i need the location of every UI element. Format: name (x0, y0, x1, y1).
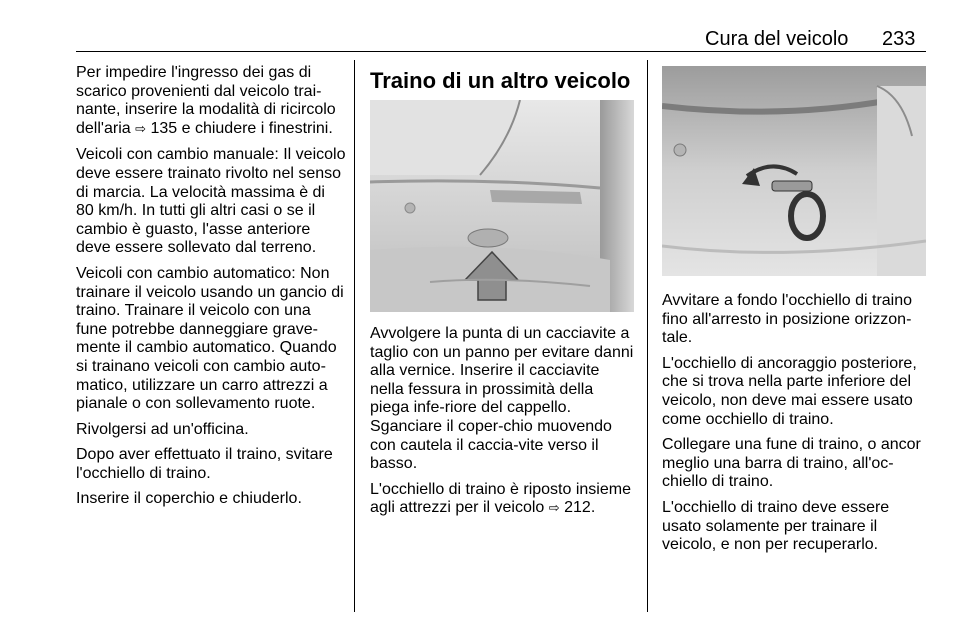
paragraph: Collegare una fune di traino, o ancor meglio una barra di traino, all'oc-chiello di traino. (662, 436, 921, 491)
tow-eye-illustration (662, 66, 926, 276)
paragraph: Avvitare a fondo l'occhiello di traino fino all'arresto in posizione orizzon-tale. (662, 292, 913, 347)
reference-arrow-icon: ⇨ (548, 501, 560, 517)
paragraph: Inserire il coperchio e chiuderlo. (76, 490, 302, 508)
column-divider-2 (647, 60, 648, 612)
column-divider-1 (354, 60, 355, 612)
paragraph: Per impedire l'ingresso dei gas di scarico provenienti dal veicolo trai-nante, inserire la modalità di ricircolo dell'aria ⇨ 135 e chiudere i finestrini. (76, 64, 336, 137)
page-number: 233 (882, 28, 916, 50)
column-right (662, 292, 928, 562)
bumper-cover-illustration (370, 100, 634, 312)
figure-bumper-cover (370, 100, 634, 312)
paragraph: Veicoli con cambio automatico: Non trainare il veicolo usando un gancio di traino. Trainare il veicolo con una fune potrebbe danneggiare grave-mente il cambio automatico. Quando si trainano veicoli con cambio auto-matico, utilizzare un carro attrezzi a pianale o con sollevamento ruote. (76, 264, 344, 413)
reference-arrow-icon: ⇨ (135, 121, 146, 137)
paragraph: Rivolgersi ad un'officina. (76, 420, 249, 438)
paragraph: L'occhiello di traino è riposto insieme agli attrezzi per il veicolo ⇨ 212. (370, 480, 631, 517)
subsection-heading: Traino di un altro veicolo (370, 68, 631, 93)
page-reference[interactable]: 135 (150, 119, 178, 137)
paragraph: Veicoli con cambio manuale: Il veicolo deve essere trainato rivolto nel senso di marcia. La velocità massima è di 80 km/h. In tutti gli altri casi o se il cambio è guasto, l'asse anteriore deve essere sollevato dal terreno. (76, 146, 346, 257)
section-title: Cura del veicolo (705, 28, 849, 50)
column-left (76, 64, 346, 516)
paragraph: Dopo aver effettuato il traino, svitare l'occhiello di traino. (76, 446, 333, 482)
paragraph: L'occhiello di traino deve essere usato solamente per trainare il veicolo, e non per recuperarlo. (662, 498, 890, 554)
figure-tow-eye (662, 66, 926, 276)
paragraph: L'occhiello di ancoraggio posteriore, che si trova nella parte inferiore del veicolo, non deve mai essere usato come occhiello di traino. (662, 354, 917, 428)
header-rule (76, 51, 926, 52)
page-header (0, 0, 960, 52)
page-reference[interactable]: 212 (564, 499, 591, 517)
column-middle (370, 325, 636, 526)
paragraph: Avvolgere la punta di un cacciavite a taglio con un panno per evitare danni alla vernice. Inserire il cacciavite nella fessura in prossimità della piega infe-riore del cappello. Sganciare il coper-chio muovendo con cautela il caccia-vite verso il basso. (370, 325, 634, 473)
